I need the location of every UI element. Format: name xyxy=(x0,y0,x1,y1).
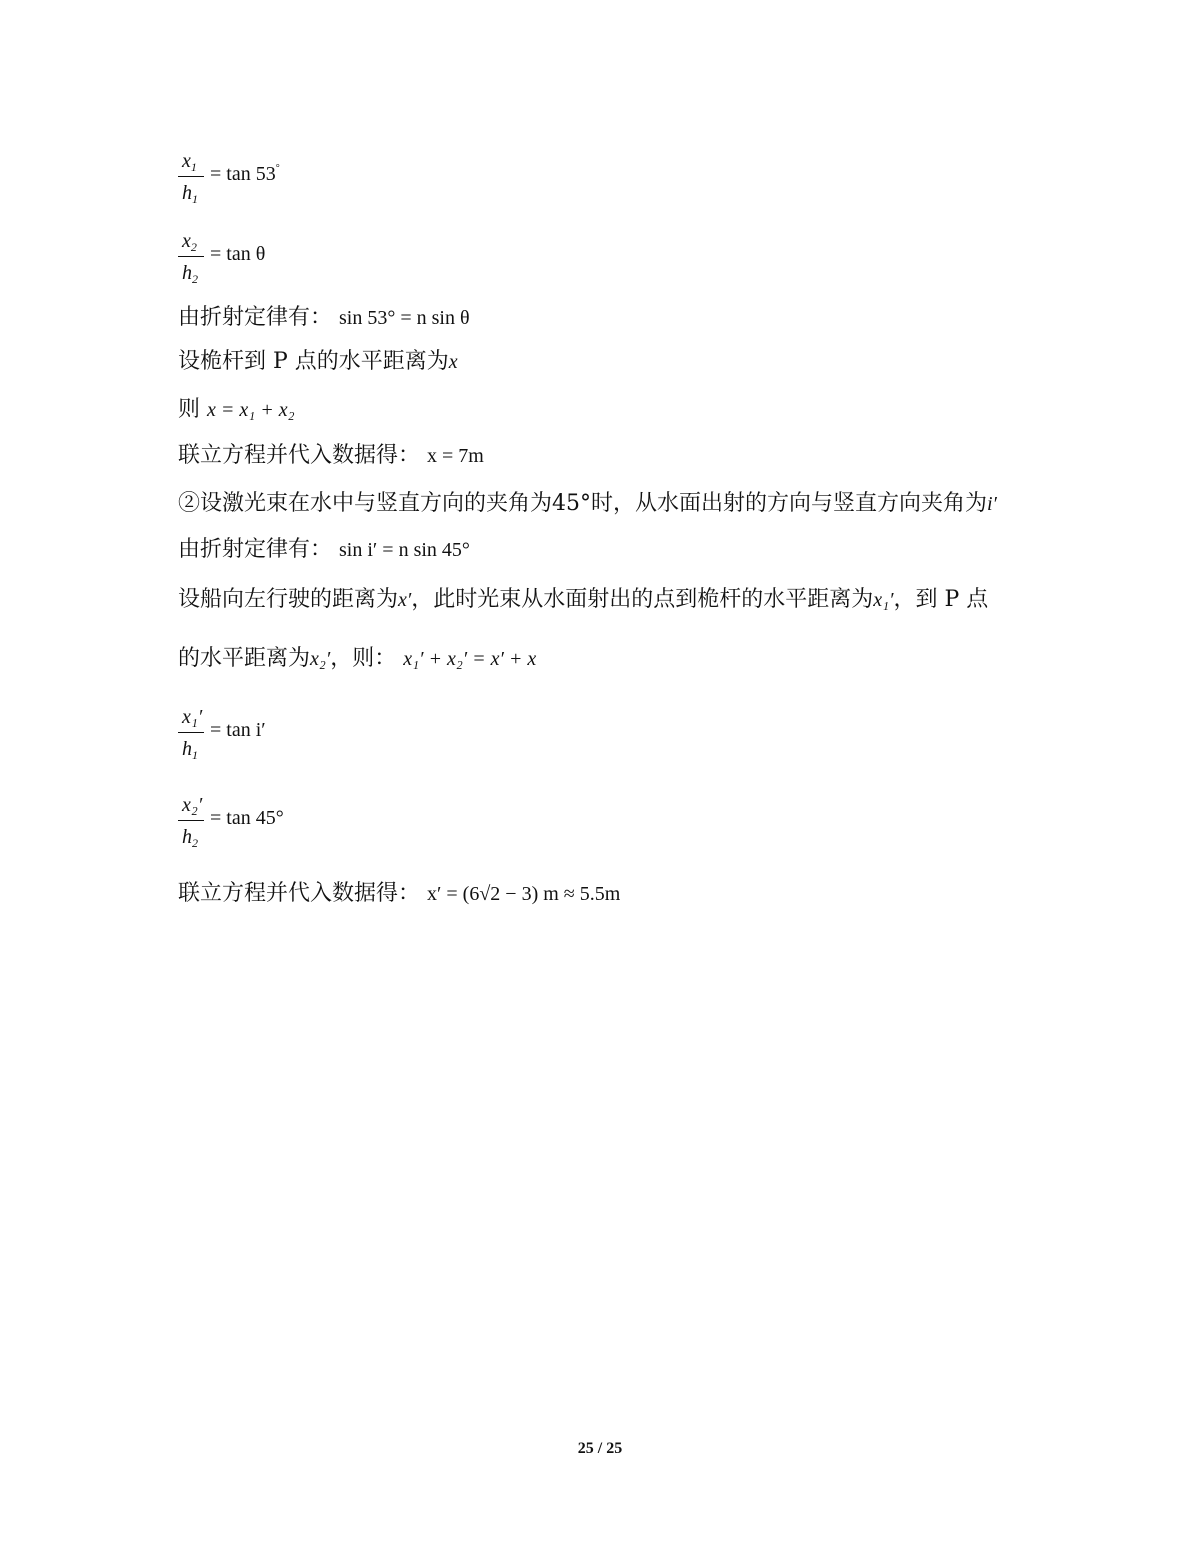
refraction-law-line-2: 由折射定律有： sin i′ = n sin 45° xyxy=(178,537,470,562)
equation-rhs: = tan 45° xyxy=(210,807,284,829)
numerator: $x_2$ xyxy=(182,230,197,254)
page-number: 25 / 25 xyxy=(577,1440,623,1457)
numerator: x₁′ xyxy=(182,706,203,728)
fraction-x1prime-over-h1 xyxy=(178,702,378,766)
denominator: $h_2$ xyxy=(182,262,198,286)
numerator: $x_1$ xyxy=(182,150,197,174)
equation-rhs: = tan i′ xyxy=(210,719,266,741)
boat-distance-line: 设船向左行驶的距离为x′，此时光束从水面射出的点到桅杆的水平距离为x₁′，到 P 点 xyxy=(178,587,989,612)
denominator: $h_1$ xyxy=(182,182,198,206)
fraction-x1-over-h1 xyxy=(178,150,378,210)
sum-line: 则 x = x₁ + x₂ xyxy=(178,397,295,422)
denominator: $h_2$ xyxy=(182,826,198,850)
numerator: x₂′ xyxy=(182,794,203,816)
fraction-x2prime-over-h2 xyxy=(178,790,378,854)
part2-intro-line: ②设激光束在水中与竖直方向的夹角为45°时，从水面出射的方向与竖直方向夹角为i′ xyxy=(178,491,997,516)
equation-rhs: = tan θ xyxy=(210,243,266,265)
fraction-x2-over-h2 xyxy=(178,230,378,290)
mast-distance-line: 设桅杆到 P 点的水平距离为x xyxy=(178,349,458,374)
distance-relation-line: 的水平距离为x₂′，则： x₁′ + x₂′ = x′ + x xyxy=(178,646,537,671)
refraction-law-line: 由折射定律有： sin 53° = n sin θ xyxy=(178,305,470,330)
equation-rhs: = tan 53° xyxy=(210,163,280,185)
denominator: $h_1$ xyxy=(182,738,198,762)
result-x-line: 联立方程并代入数据得： x = 7m xyxy=(178,443,484,468)
final-result-line: 联立方程并代入数据得： x′ = (6√2 − 3) m ≈ 5.5m xyxy=(178,881,621,906)
